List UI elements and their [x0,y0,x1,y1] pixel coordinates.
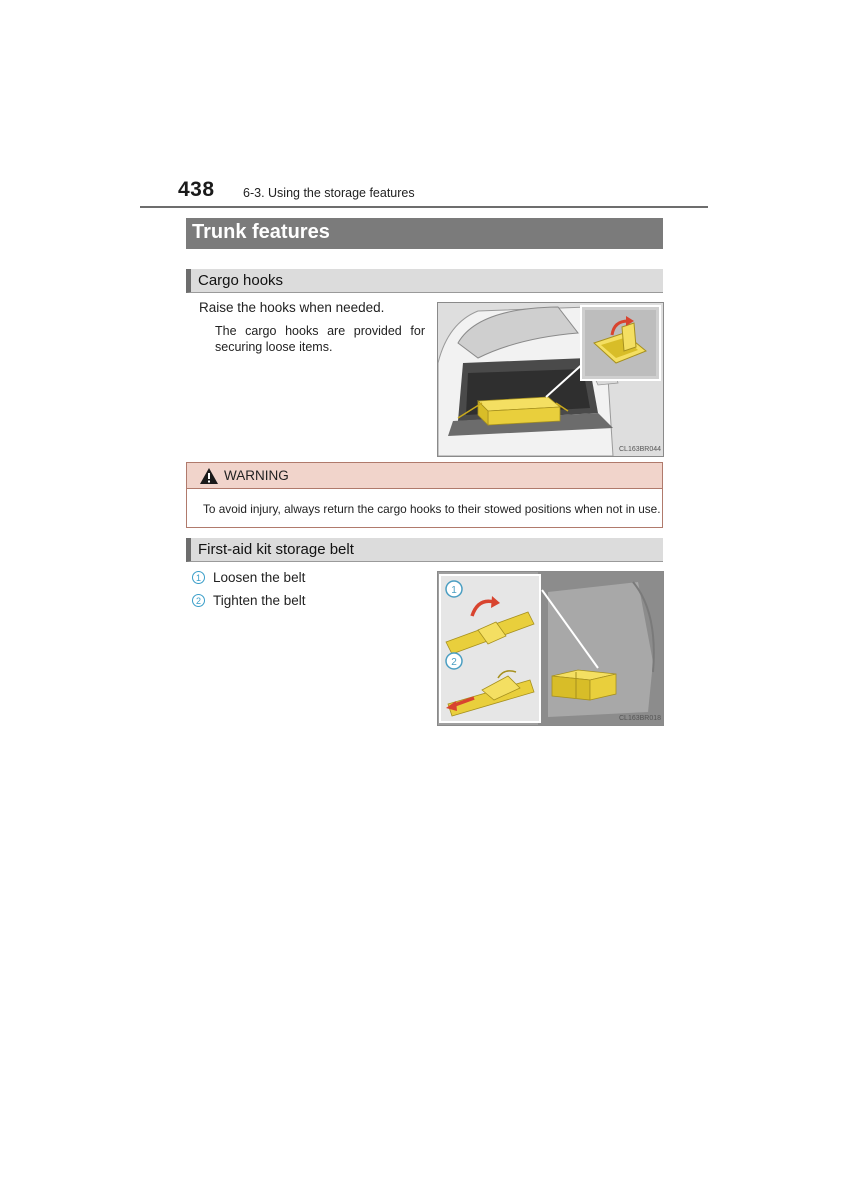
step-loosen-belt [192,570,305,585]
svg-text:2: 2 [451,657,457,668]
cargo-hooks-figure-code: CL163BR044 [619,446,662,453]
first-aid-figure [437,571,664,726]
first-aid-heading-bar [186,538,663,562]
warning-text: To avoid injury, always return the cargo hooks to their stowed positions when not in use. [203,502,661,516]
step-text: Tighten the belt [213,593,306,608]
first-aid-figure-code: CL163BR018 [619,715,662,722]
cargo-hooks-heading-bar [186,269,663,293]
step-text: Loosen the belt [213,570,306,585]
page-number: 438 [178,178,215,201]
warning-icon [200,468,218,484]
cargo-hooks-heading: Cargo hooks [198,272,284,289]
cargo-hooks-instruction: Raise the hooks when needed. [199,300,385,315]
cargo-hooks-note: The cargo hooks are provided for securing loose items. [215,324,425,354]
warning-box [186,462,663,528]
svg-text:1: 1 [451,585,457,596]
page-title: Trunk features [192,221,330,243]
section-reference: 6-3. Using the storage features [243,186,415,200]
step-number-2: 2 [192,594,205,607]
warning-label: WARNING [224,468,289,483]
first-aid-belt-illustration [438,572,663,725]
trunk-cargo-hook-illustration [438,303,663,456]
step-number-1: 1 [192,571,205,584]
page-title-bar [186,218,663,249]
first-aid-heading: First-aid kit storage belt [198,541,354,558]
cargo-hooks-figure [437,302,664,457]
step-tighten-belt [192,593,306,608]
warning-header [187,463,662,489]
header-rule [140,206,708,208]
